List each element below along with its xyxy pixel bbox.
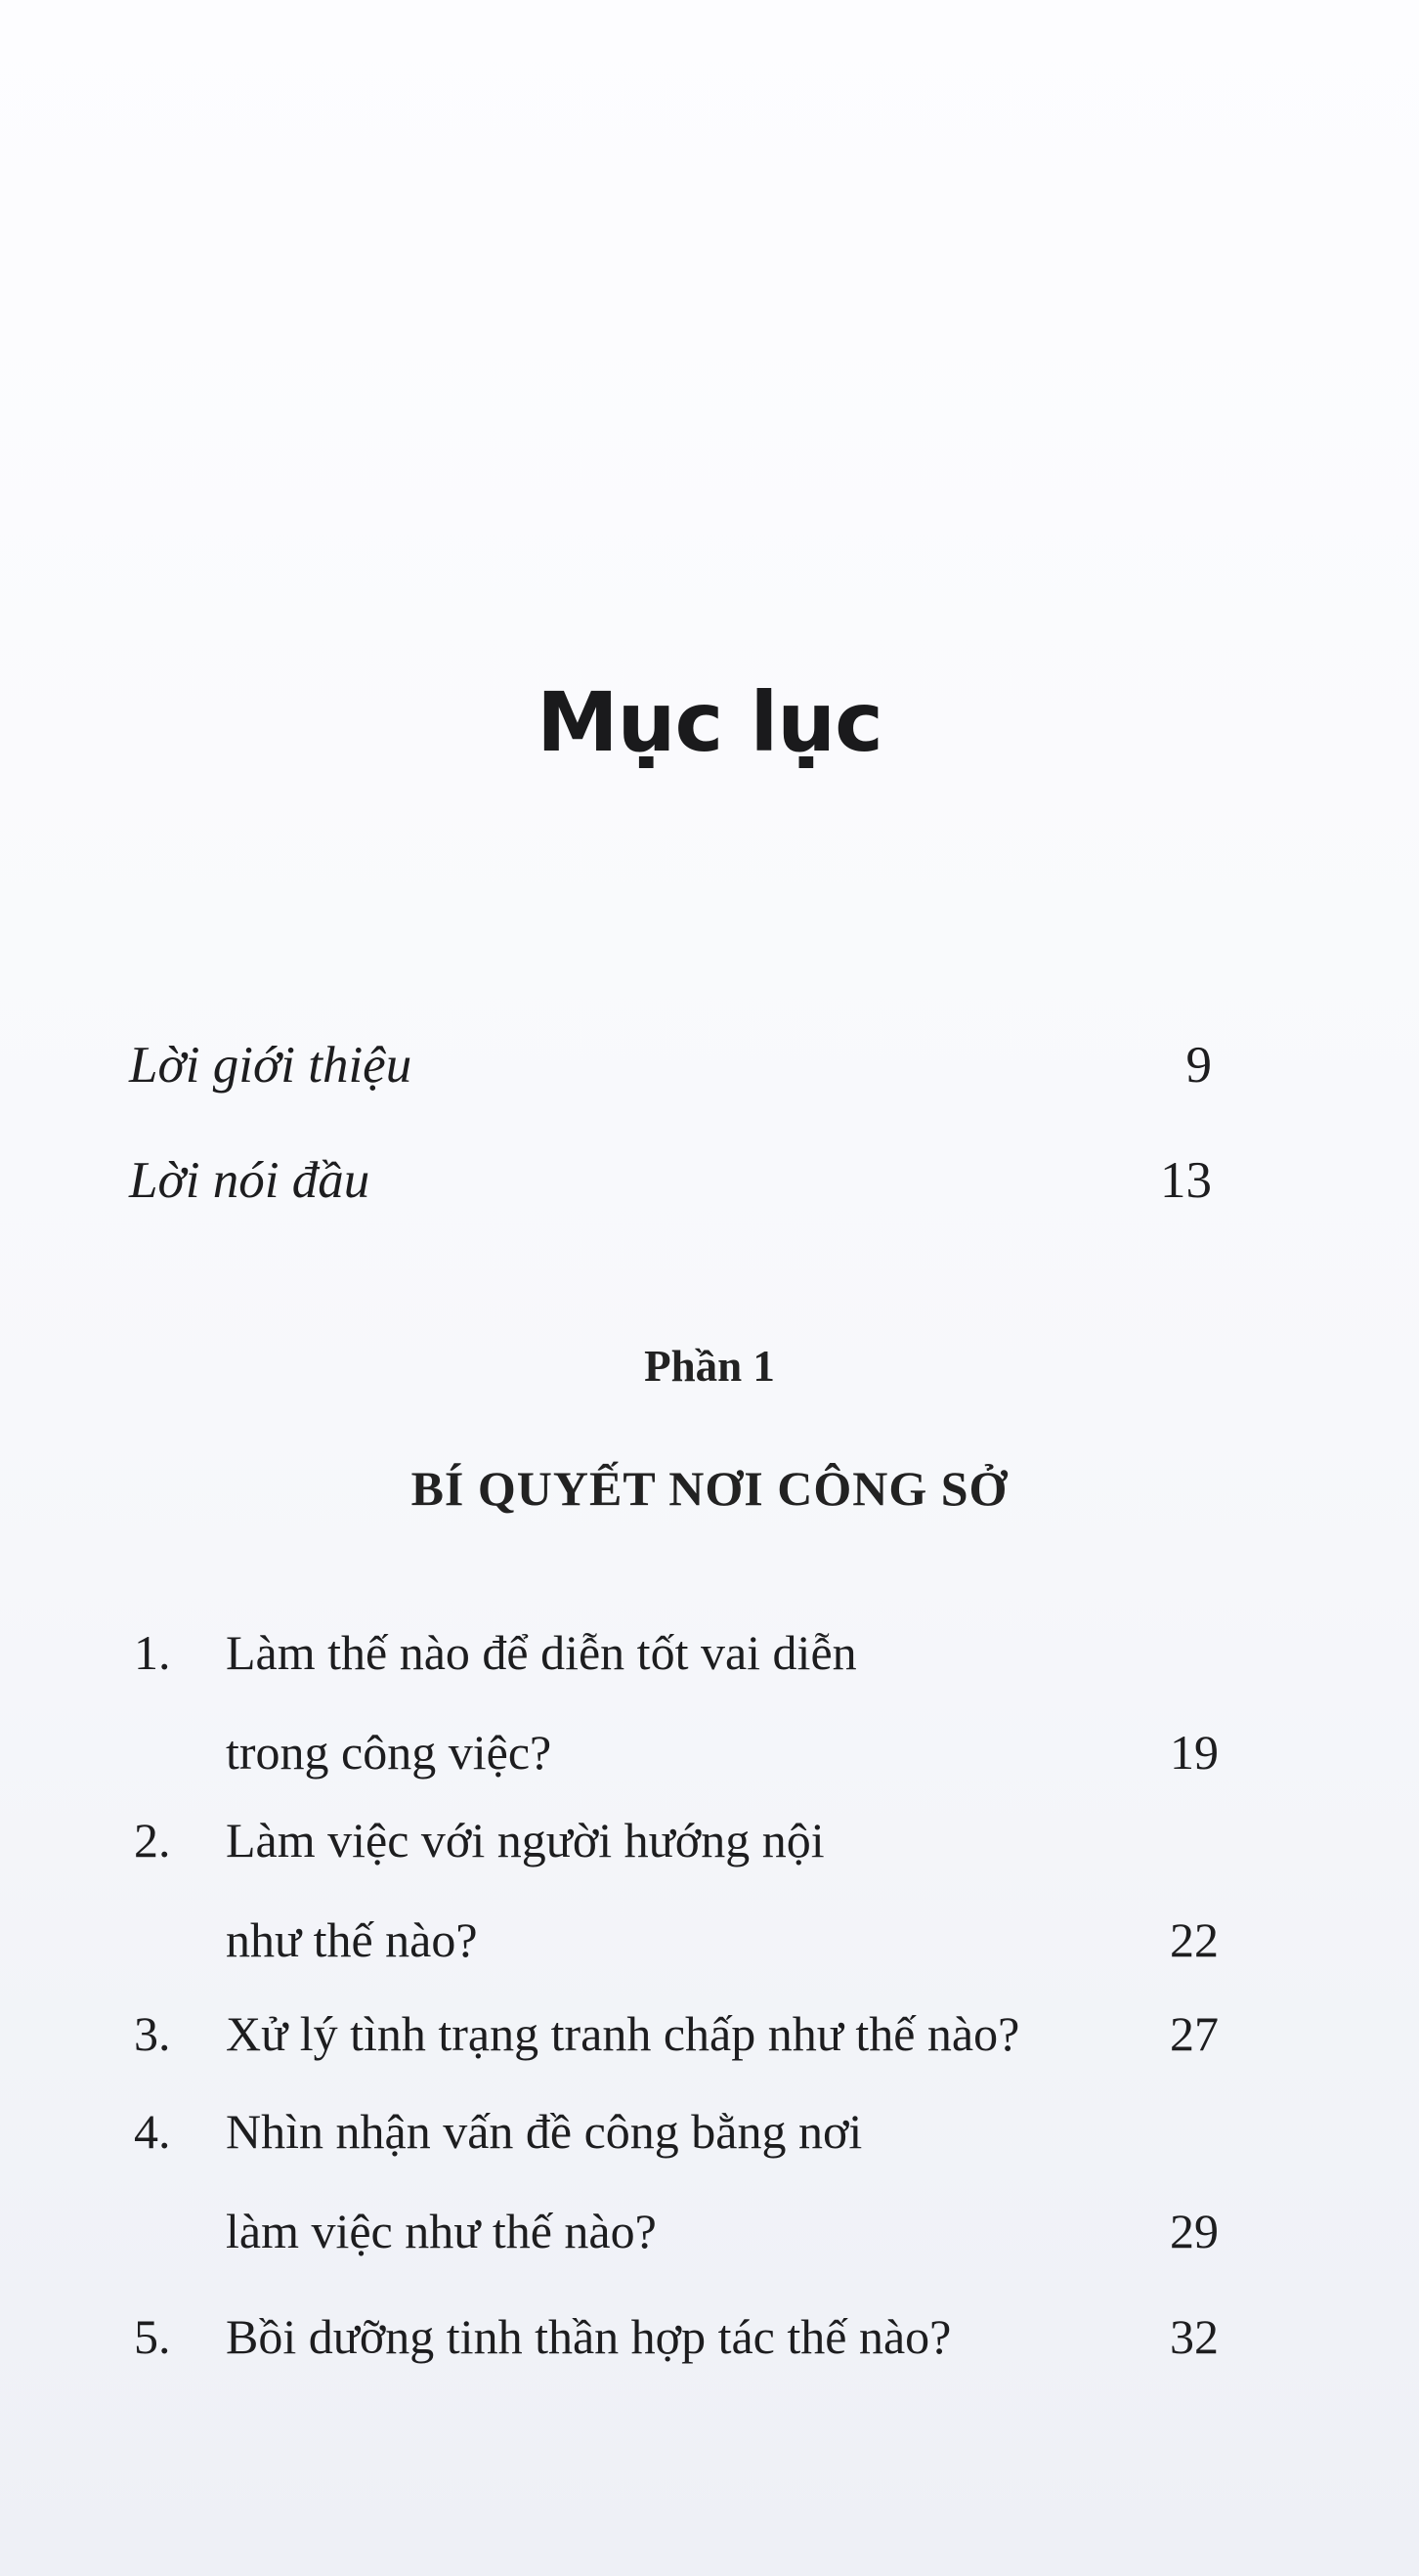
front-matter-label: Lời giới thiệu [129,1037,412,1094]
toc-item-page: 27 [1170,2006,1219,2061]
toc-item-text: Xử lý tình trạng tranh chấp như thế nào? [226,2006,1020,2061]
toc-item-text: Làm việc với người hướng nội [226,1813,825,1868]
toc-item-line [226,1984,1219,2083]
front-matter-page: 9 [1185,1037,1212,1094]
toc-item-text: Bồi dưỡng tinh thần hợp tác thế nào? [226,2309,952,2364]
toc-item-1[interactable] [134,1603,1219,1802]
toc-item-number: 2. [134,1813,171,1868]
toc-item-line [226,1603,1219,1702]
front-matter-introduction[interactable] [129,1036,1212,1095]
toc-item-number: 1. [134,1625,171,1680]
toc-item-number: 5. [134,2309,171,2364]
toc-item-number: 3. [134,2006,171,2061]
toc-item-text: Nhìn nhận vấn đề công bằng nơi [226,2104,863,2159]
toc-item-4[interactable] [134,2082,1219,2281]
toc-item-line [226,2181,1219,2281]
toc-item-line [226,2287,1219,2386]
toc-item-line [226,1702,1219,1802]
toc-item-2[interactable] [134,1790,1219,1990]
toc-item-number: 4. [134,2104,171,2159]
front-matter-label: Lời nói đầu [129,1152,370,1209]
toc-item-page: 22 [1170,1912,1219,1967]
toc-item-line [226,1890,1219,1990]
toc-item-page: 19 [1170,1725,1219,1780]
toc-item-text: làm việc như thế nào? [226,2204,657,2258]
toc-item-page: 32 [1170,2309,1219,2364]
part-label: Phần 1 [644,1342,775,1391]
part-title: BÍ QUYẾT NƠI CÔNG SỞ [410,1461,1009,1516]
toc-item-page: 29 [1170,2204,1219,2258]
front-matter-page: 13 [1160,1152,1212,1209]
front-matter-preface[interactable] [129,1151,1212,1210]
toc-item-5[interactable] [134,2287,1219,2386]
page-title: Mục lục [537,674,882,770]
toc-item-text: trong công việc? [226,1725,552,1780]
toc-item-3[interactable] [134,1984,1219,2083]
toc-item-line [226,2082,1219,2181]
toc-item-text: như thế nào? [226,1912,478,1967]
toc-item-line [226,1790,1219,1890]
toc-item-text: Làm thế nào để diễn tốt vai diễn [226,1625,857,1680]
